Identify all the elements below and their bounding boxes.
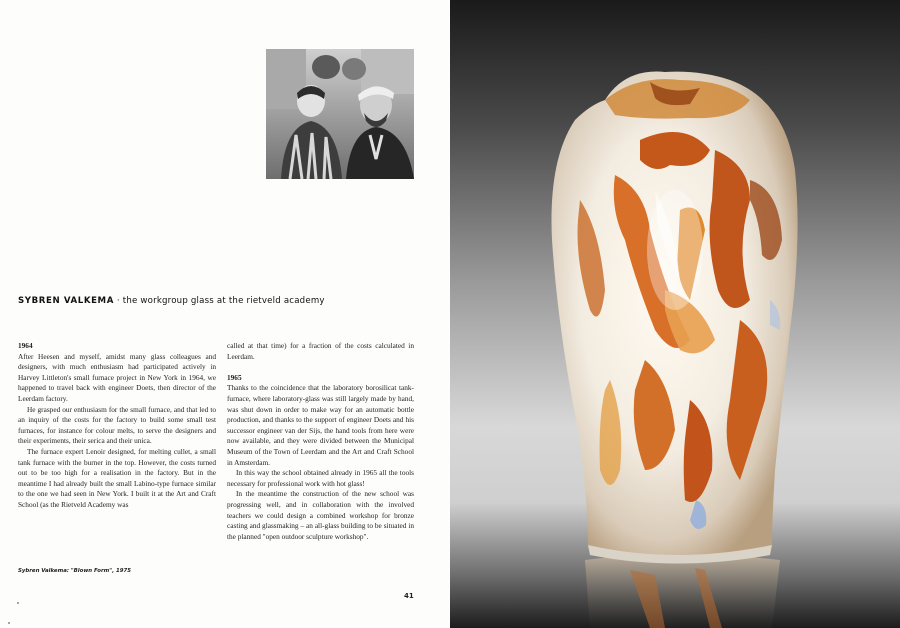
article-subtitle: the workgroup glass at the rietveld academy <box>122 296 325 306</box>
paragraph: He grasped our enthusiasm for the small furnace, and that led to an inquiry of the costs for the factory to build some small test furnaces, for instance for colour melts, to serve the designers and their experiments, their serica and their unica. <box>18 404 216 446</box>
paragraph: called at that time) for a fraction of the costs calculated in Leerdam. <box>227 341 414 361</box>
text-column-left <box>18 341 216 511</box>
year-1964-heading: 1964 <box>18 341 33 350</box>
article-heading <box>18 296 325 306</box>
paragraph: After Heesen and myself, amidst many glass colleagues and designers, with much enthusiasm had participated actively in Harvey Littleton's small furnace project in New York in 1964, we happened to travel back with engineer Doets, then director of the Leerdam factory. <box>18 351 216 403</box>
speck <box>8 622 10 624</box>
portrait-photo-graphic <box>266 49 414 179</box>
heading-separator: · <box>116 296 120 306</box>
speck <box>17 602 19 604</box>
text-column-right <box>227 341 414 542</box>
image-caption: Sybren Valkema: "Blown Form", 1975 <box>18 568 131 574</box>
year-1965-heading: 1965 <box>227 372 242 382</box>
paragraph: In the meantime the construction of the new school was progressing well, and in collaboration with the involved teachers we could design a combined workshop for bronze casting and glassmaking – an all-glass building to be situated in the planned "open outdoor sculpture workshop". <box>227 489 414 541</box>
portrait-photo <box>266 49 414 179</box>
page-number: 41 <box>404 592 414 600</box>
right-page-photo <box>450 0 900 628</box>
author-name: SYBREN VALKEMA <box>18 296 114 306</box>
spacer <box>227 362 414 373</box>
paragraph: Thanks to the coincidence that the laboratory borosilicat tank-furnace, where laboratory-glass was still largely made by hand, was shut down in order to make way for an automatic bottle production, and thanks to the support of engineer Doets and his successor engineer van der Sijs, the hand tools from here were now available, and they were divided between the Municipal Museum of the Town of Leerdam and the Art and Craft School in Amsterdam. <box>227 383 414 467</box>
paragraph: In this way the school obtained already in 1965 all the tools necessary for professional work with hot glass! <box>227 468 414 488</box>
paragraph: The furnace expert Lenoir designed, for melting cullet, a small tank furnace with the burner in the top. However, the costs turned out to be too high for a realisation in the factory. But in the meantime I had already built the small Labino-type furnace similar to the one we had seen in New York. I built it at the Art and Craft School (as the Rietveld Academy was <box>18 446 216 509</box>
glass-vase-photo <box>450 0 900 628</box>
